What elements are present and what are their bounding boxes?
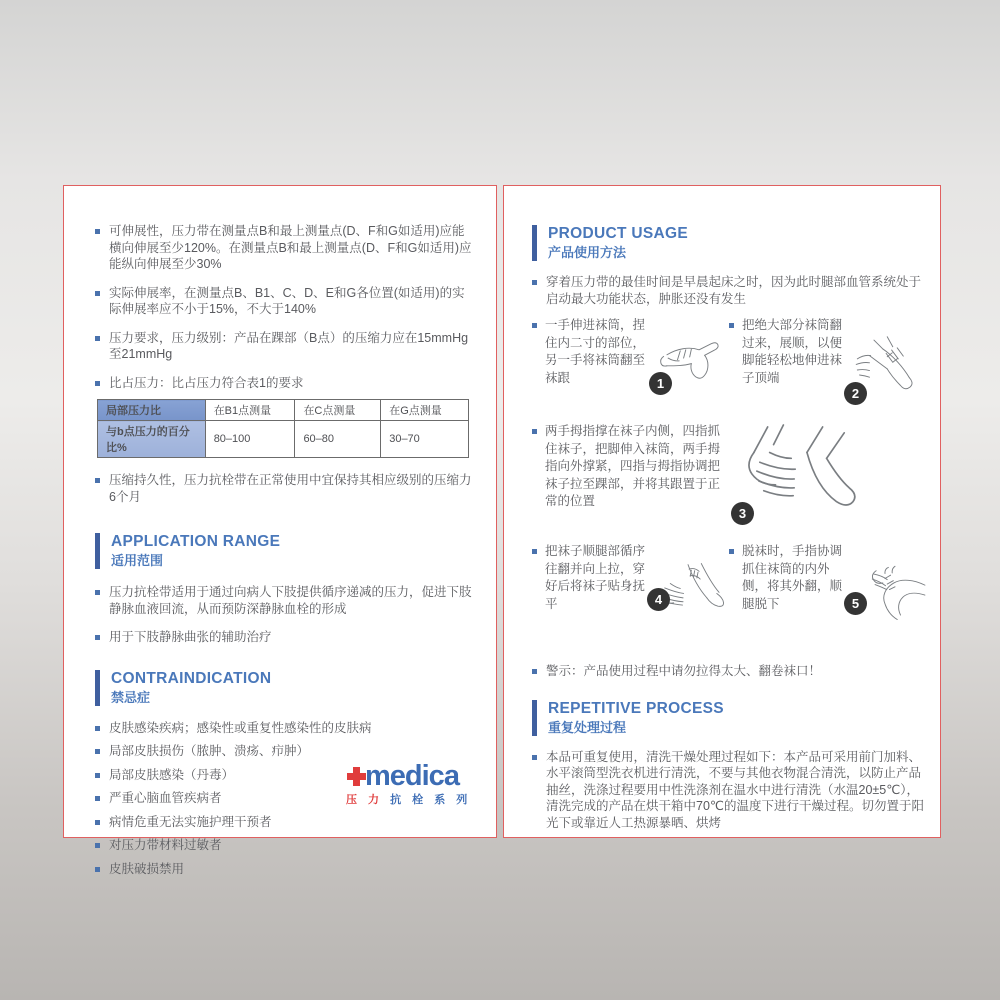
bullet-text: 皮肤感染疾病；感染性或重复性感染性的皮肤病 [109, 720, 372, 735]
table-row-label: 与b点压力的百分比% [98, 421, 206, 458]
section-heading-repetitive-process [532, 700, 926, 736]
medica-logo [346, 762, 470, 807]
left-page [63, 185, 497, 876]
spec-bullet-pressure [95, 330, 472, 363]
bullet-square-icon [532, 429, 537, 434]
bullet-square-icon [95, 843, 100, 848]
bullet-square-icon [95, 726, 100, 731]
table-header-cell: 在C点测量 [295, 400, 381, 421]
usage-step-1 [532, 317, 729, 413]
section-title-cn: 禁忌症 [111, 689, 151, 705]
table-header-cell: 局部压力比 [98, 400, 206, 421]
table-cell: 60–80 [295, 421, 381, 458]
heading-bar-icon [532, 225, 537, 261]
step-4-number-badge: 4 [647, 588, 670, 611]
bullet-square-icon [95, 867, 100, 872]
leaflet-spread [63, 185, 941, 876]
logo-tagline-red: 压 力 [346, 794, 391, 806]
bullet-text: 压缩持久性，压力抗栓带在正常使用中宜保持其相应级别的压缩力6个月 [109, 473, 472, 504]
table-cell: 30–70 [381, 421, 469, 458]
section-title-cn: 产品使用方法 [548, 245, 627, 260]
step-1-illustration [657, 317, 729, 413]
table-header-cell: 在B1点测量 [205, 400, 295, 421]
bullet-square-icon [729, 549, 734, 554]
step-text: 脱袜时，手指协调抓住袜筒的内外侧，将其外翻，顺腿脱下 [742, 544, 843, 611]
step-text: 一手伸进袜筒，捏住内二寸的部位，另一手将袜筒翻至袜跟 [545, 318, 646, 385]
spec-bullet-ratio [95, 375, 472, 392]
step-2-number-badge: 2 [844, 382, 867, 405]
section-heading-application-range [95, 533, 472, 569]
bullet-square-icon [532, 755, 537, 760]
bullet-square-icon [95, 381, 100, 386]
step-5-illustration [854, 543, 926, 645]
table-header-row [98, 400, 469, 421]
bullet-square-icon [95, 749, 100, 754]
heading-bar-icon [95, 670, 100, 706]
heading-bar-icon [532, 700, 537, 736]
bullet-square-icon [95, 773, 100, 778]
bullet-square-icon [95, 796, 100, 801]
step-5-number-badge: 5 [844, 592, 867, 615]
section-title-cn: 适用范围 [111, 553, 164, 568]
steps-row-4-5 [532, 543, 926, 645]
logo-brand-text: medica [365, 760, 459, 792]
usage-step-2 [729, 317, 926, 413]
section-heading-contraindication [95, 670, 472, 706]
bullet-text: 用于下肢静脉曲张的辅助治疗 [109, 630, 272, 644]
step-3-figure [729, 423, 879, 531]
step-5-figure [851, 543, 926, 645]
usage-step-4 [532, 543, 729, 645]
bullet-text: 严重心脑血管疾病者 [109, 791, 222, 805]
logo-tagline [346, 791, 470, 807]
bullet-square-icon [95, 590, 100, 595]
warning-bullet [532, 663, 926, 680]
bullet-square-icon [532, 323, 537, 328]
usage-step-5 [729, 543, 926, 645]
step-3-number-badge: 3 [731, 502, 754, 525]
bullet-square-icon [729, 323, 734, 328]
bullet-text: 对压力带材料过敏者 [109, 838, 222, 852]
contraindication-bullet [95, 837, 472, 854]
warning-text: 警示：产品使用过程中请勿拉得太大、翻卷袜口！ [546, 664, 822, 678]
contraindication-bullet [95, 814, 472, 831]
bullet-text: 局部皮肤损伤（脓肿、溃疡、疖肿） [109, 744, 310, 758]
pressure-ratio-table [97, 399, 469, 458]
contraindication-bullet [95, 861, 472, 878]
bullet-square-icon [95, 478, 100, 483]
bullet-square-icon [95, 229, 100, 234]
spec-bullet-actual-stretch [95, 285, 472, 318]
bullet-square-icon [95, 635, 100, 640]
spec-bullet-durability [95, 472, 472, 505]
step-1-number-badge: 1 [649, 372, 672, 395]
section-title-en: CONTRAINDICATION [111, 669, 272, 687]
section-title-cn: 重复处理过程 [548, 719, 627, 735]
contraindication-bullet [95, 720, 472, 737]
application-bullet [95, 629, 472, 646]
bullet-text: 比占压力：比占压力符合表1的要求 [109, 375, 304, 390]
section-heading-product-usage [532, 225, 926, 261]
usage-intro-bullet [532, 274, 926, 307]
usage-step-3 [532, 423, 926, 531]
application-bullet [95, 584, 472, 617]
spec-bullet-extensibility [95, 223, 472, 273]
bullet-text: 可伸展性，压力带在测量点B和最上测量点(D、F和G如适用)应能横向伸展至少120%。在测量点B和最上测量点(D、F和G如适用)应能纵向伸展至少30% [109, 224, 472, 271]
bullet-square-icon [532, 669, 537, 674]
step-text: 把袜子顺腿部循序往翻并向上拉，穿好后将袜子贴身抚平 [545, 544, 646, 611]
bullet-square-icon [95, 336, 100, 341]
logo-tagline-blue: 抗 栓 系 列 [390, 794, 472, 806]
repetitive-process-bullet [532, 749, 926, 832]
section-title-en: REPETITIVE PROCESS [548, 699, 724, 717]
bullet-text: 局部皮肤感染（丹毒） [109, 767, 235, 782]
right-page [503, 185, 941, 838]
bullet-text: 本品可重复使用，清洗干燥处理过程如下：本产品可采用前门加料、水平滚筒型洗衣机进行清洗，不要与其他衣物混合清洗，以防止产品抽丝，洗涤过程要用中性洗涤剂在温水中进行清洗（水温20±5℃），清洗完成的产品在烘干箱中70℃的温度下进行干燥过程。切勿置于阳光下或靠近人工热源暴晒、烘烤 [546, 749, 924, 830]
bullet-text: 皮肤破损禁用 [109, 861, 185, 876]
bullet-text: 穿着压力带的最佳时间是早晨起床之时，因为此时腿部血管系统处于启动最大功能状态，肿胀还没有发生 [546, 275, 922, 306]
bullet-text: 压力抗栓带适用于通过向病人下肢提供循序递减的压力，促进下肢静脉血液回流，从而预防深静脉血栓的形成 [109, 585, 472, 616]
table-cell: 80–100 [205, 421, 295, 458]
bullet-text: 压力要求，压力级别：产品在踝部（B点）的压缩力应在15mmHg至21mmHg [109, 330, 469, 361]
bullet-square-icon [532, 280, 537, 285]
steps-row-1-2 [532, 317, 926, 413]
red-cross-icon [346, 766, 367, 787]
bullet-square-icon [95, 291, 100, 296]
step-2-figure [851, 317, 926, 413]
section-title-en: PRODUCT USAGE [548, 225, 688, 242]
bullet-square-icon [95, 820, 100, 825]
table-header-cell: 在G点测量 [381, 400, 469, 421]
contraindication-bullet [95, 743, 472, 760]
bullet-text: 实际伸展率，在测量点B、B1、C、D、E和G各位置(如适用)的实际伸展率应不小于15%，不大于140% [109, 285, 465, 316]
heading-bar-icon [95, 533, 100, 569]
bullet-square-icon [532, 549, 537, 554]
table-data-row [98, 421, 469, 458]
bullet-text: 病情危重无法实施护理干预者 [109, 814, 272, 829]
step-4-figure [654, 543, 729, 645]
section-title-en: APPLICATION RANGE [111, 533, 281, 550]
step-1-figure [657, 317, 729, 413]
step-text: 两手拇指撑在袜子内侧，四指抓住袜子，把脚伸入袜筒，两手拇指向外撑紧，四指与拇指协调把袜子拉至踝部，并将其跟置于正常的位置 [545, 424, 721, 508]
step-text: 把绝大部分袜筒翻过来，展顺，以便脚能轻松地伸进袜子顶端 [742, 318, 843, 385]
